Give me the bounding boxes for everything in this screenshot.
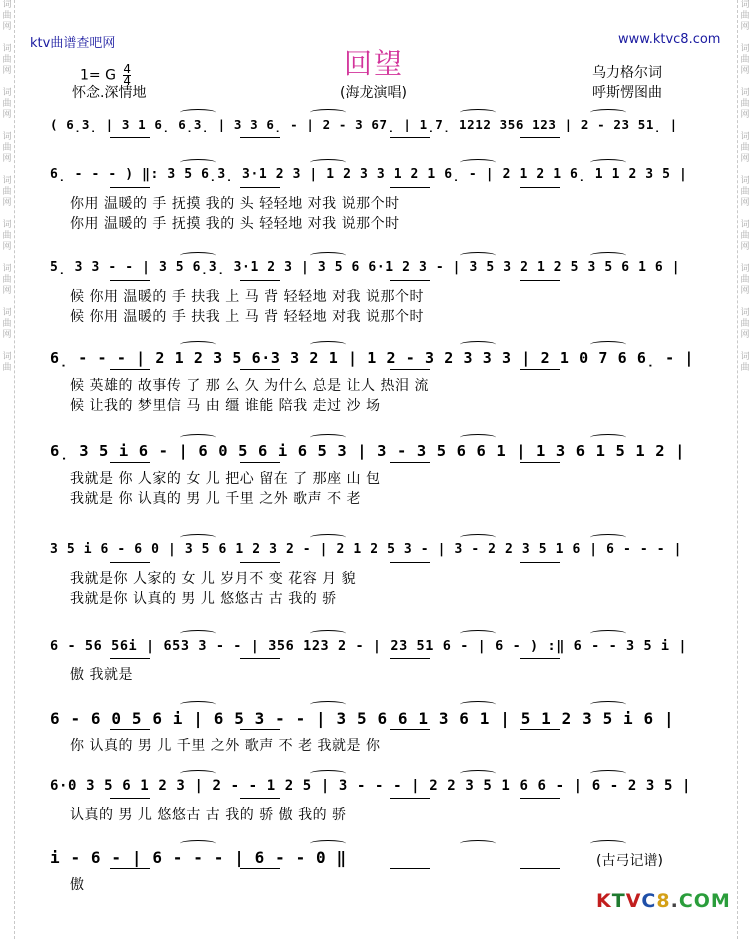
tie-arc xyxy=(180,534,216,541)
beam-line xyxy=(110,187,150,188)
beam-line xyxy=(240,462,280,463)
side-char: 网 xyxy=(740,286,750,296)
beam-line xyxy=(240,798,280,799)
tie-arc xyxy=(590,341,626,348)
beam-line xyxy=(520,369,560,370)
beam-line xyxy=(520,729,560,730)
side-char: 曲 xyxy=(2,55,12,65)
side-char: 网 xyxy=(740,242,750,252)
side-char: 词 xyxy=(2,44,12,54)
beam-line xyxy=(240,729,280,730)
side-char: 词 xyxy=(740,264,750,274)
side-char: 词 xyxy=(2,176,12,186)
tie-arc xyxy=(590,770,626,777)
tie-arc xyxy=(460,840,496,847)
side-char: 词 xyxy=(740,308,750,318)
lyric-verse-1: 认真的 男 儿 悠悠古 古 我的 骄 傲 我的 骄 xyxy=(70,807,347,823)
side-char: 词 xyxy=(740,176,750,186)
side-char: 词 xyxy=(2,264,12,274)
left-margin-watermark xyxy=(0,0,15,939)
beam-line xyxy=(110,658,150,659)
side-char: 网 xyxy=(740,154,750,164)
side-char: 网 xyxy=(2,242,12,252)
side-char: 网 xyxy=(2,330,12,340)
side-char: 网 xyxy=(740,66,750,76)
notation-line: 6̣ - - - | 2 1 2 3 5 6·3 3 2 1 | 1 2 - 3 2 3 3 3 | 2 1 0 7 6 6̣ - | xyxy=(50,349,695,367)
beam-line xyxy=(520,658,560,659)
score-system xyxy=(50,540,702,607)
side-char: 词 xyxy=(740,220,750,230)
side-char: 网 xyxy=(2,286,12,296)
side-char: 词 xyxy=(2,308,12,318)
side-char: 曲 xyxy=(2,99,12,109)
beam-line xyxy=(240,187,280,188)
beam-line xyxy=(390,562,430,563)
lyric-verse-2: 我就是 你 认真的 男 儿 千里 之外 歌声 不 老 xyxy=(70,491,362,507)
notation-line: 5̣ 3 3 - - | 3 5 6̣3̣ 3·1 2 3 | 3 5 6 6·1 2 3 - | 3 5 3 2 1 2 5 3 5 6 1 6 | xyxy=(50,260,681,275)
score-system xyxy=(50,347,702,414)
beam-line xyxy=(390,868,430,869)
notation-line: 6 - 56 56i | 653 3 - - | 356 123 2 - | 23 51 6 - | 6 - ) :‖ 6 - - 3 5 i | xyxy=(50,638,688,654)
side-char: 词 xyxy=(2,132,12,142)
beam-line xyxy=(520,187,560,188)
beam-line xyxy=(520,868,560,869)
notation-line: 6·0 3 5 6 1 2 3 | 2 - - 1 2 5 | 3 - - - | 2 2 3 5 1 6 6 - | 6 - 2 3 5 | xyxy=(50,778,692,794)
score-system xyxy=(50,258,702,325)
side-char: 曲 xyxy=(2,143,12,153)
beam-line xyxy=(520,798,560,799)
side-char: 曲 xyxy=(2,11,12,21)
tie-arc xyxy=(590,534,626,541)
tie-arc xyxy=(310,159,346,166)
side-char: 词 xyxy=(740,132,750,142)
mood-marking: 怀念.深情地 xyxy=(72,85,147,101)
beam-line xyxy=(240,369,280,370)
beam-line xyxy=(110,280,150,281)
lyric-verse-2: 我就是你 认真的 男 儿 悠悠古 古 我的 骄 xyxy=(70,591,337,607)
tie-arc xyxy=(460,770,496,777)
transcriber: (古弓记谱) xyxy=(596,853,663,869)
lyric-verse-1: 傲 xyxy=(70,877,85,893)
tie-arc xyxy=(310,341,346,348)
score-system xyxy=(50,440,702,507)
tie-arc xyxy=(180,770,216,777)
side-char: 曲 xyxy=(740,55,750,65)
side-char: 曲 xyxy=(740,143,750,153)
side-char: 词 xyxy=(740,352,750,362)
notation-line: ( 6̣3̣ | 3 1 6̣ 6̣3̣ | 3 3 6̣ - | 2 - 3 67̣ | 1̣7̣ 1212 356 123 | 2 - 23 51̣ | xyxy=(50,117,678,132)
score-system xyxy=(50,636,702,696)
lyricist: 乌力格尔词 xyxy=(592,65,662,81)
side-char: 词 xyxy=(2,352,12,362)
lyric-verse-1: 傲 我就是 xyxy=(70,667,133,683)
beam-line xyxy=(520,462,560,463)
tie-arc xyxy=(460,701,496,708)
tie-arc xyxy=(460,252,496,259)
beam-line xyxy=(240,562,280,563)
tie-arc xyxy=(310,630,346,637)
score-system xyxy=(50,707,702,767)
beam-line xyxy=(110,137,150,138)
notation-line: 6̣ 3 5 i 6 - | 6 0 5 6 i 6 5 3 | 3 - 3 5 6 6 1 | 1 3 6 1 5 1 2 | xyxy=(50,442,686,460)
side-char: 网 xyxy=(740,110,750,120)
tie-arc xyxy=(310,534,346,541)
beam-line xyxy=(390,798,430,799)
tie-arc xyxy=(590,109,626,116)
lyric-verse-1: 候 你用 温暖的 手 扶我 上 马 背 轻轻地 对我 说那个时 xyxy=(70,289,425,305)
tie-arc xyxy=(460,341,496,348)
tie-arc xyxy=(590,701,626,708)
tie-arc xyxy=(180,341,216,348)
site-url-right: www.ktvc8.com xyxy=(618,32,721,47)
notation-line: 3 5 i 6 - 6 0 | 3 5 6 1 2 3 2 - | 2 1 2 5 3 - | 3 - 2 2 3 5 1 6 | 6 - - - | xyxy=(50,542,682,557)
tie-arc xyxy=(310,840,346,847)
beam-line xyxy=(110,462,150,463)
beam-line xyxy=(110,369,150,370)
beam-line xyxy=(390,658,430,659)
side-char: 曲 xyxy=(2,319,12,329)
tie-arc xyxy=(460,159,496,166)
side-char: 网 xyxy=(2,22,12,32)
tie-arc xyxy=(180,109,216,116)
time-top: 4 xyxy=(123,62,132,76)
lyric-verse-1: 你用 温暖的 手 抚摸 我的 头 轻轻地 对我 说那个时 xyxy=(70,196,400,212)
tie-arc xyxy=(460,434,496,441)
side-char: 曲 xyxy=(740,231,750,241)
side-char: 曲 xyxy=(2,363,12,373)
lyric-verse-1: 你 认真的 男 儿 千里 之外 歌声 不 老 我就是 你 xyxy=(70,738,381,754)
side-char: 网 xyxy=(2,154,12,164)
beam-line xyxy=(520,137,560,138)
lyric-verse-2: 候 你用 温暖的 手 扶我 上 马 背 轻轻地 对我 说那个时 xyxy=(70,309,425,325)
lyric-verse-1: 我就是你 人家的 女 儿 岁月不 变 花容 月 貌 xyxy=(70,571,357,587)
side-char: 曲 xyxy=(740,11,750,21)
side-char: 曲 xyxy=(2,187,12,197)
beam-line xyxy=(110,562,150,563)
side-char: 词 xyxy=(740,88,750,98)
beam-line xyxy=(390,137,430,138)
lyric-verse-1: 候 英雄的 故事传 了 那 么 久 为什么 总是 让人 热泪 流 xyxy=(70,378,429,394)
beam-line xyxy=(240,280,280,281)
beam-line xyxy=(240,868,280,869)
beam-line xyxy=(110,729,150,730)
side-char: 网 xyxy=(740,198,750,208)
side-char: 曲 xyxy=(740,275,750,285)
performer: (海龙演唱) xyxy=(340,85,407,101)
beam-line xyxy=(390,280,430,281)
beam-line xyxy=(390,462,430,463)
notation-line: 6 - 6 0 5 6 i | 6 5 3 - - | 3 5 6 6 1 3 6 1 | 5 1 2 3 5 i 6 | xyxy=(50,709,675,728)
tie-arc xyxy=(590,630,626,637)
beam-line xyxy=(110,798,150,799)
side-char: 词 xyxy=(740,0,750,10)
tie-arc xyxy=(310,109,346,116)
tie-arc xyxy=(590,840,626,847)
lyric-verse-2: 你用 温暖的 手 抚摸 我的 头 轻轻地 对我 说那个时 xyxy=(70,216,400,232)
tie-arc xyxy=(180,840,216,847)
tie-arc xyxy=(180,701,216,708)
side-char: 网 xyxy=(740,22,750,32)
side-char: 曲 xyxy=(740,319,750,329)
score-system xyxy=(50,776,702,836)
tie-arc xyxy=(310,701,346,708)
tie-arc xyxy=(180,630,216,637)
tie-arc xyxy=(590,159,626,166)
lyric-verse-2: 候 让我的 梦里信 马 由 缰 谁能 陪我 走过 沙 场 xyxy=(70,398,381,414)
side-char: 词 xyxy=(2,88,12,98)
side-char: 网 xyxy=(2,66,12,76)
tie-arc xyxy=(310,770,346,777)
song-title: 回望 xyxy=(344,47,405,80)
side-char: 曲 xyxy=(740,363,750,373)
tie-arc xyxy=(460,109,496,116)
tie-arc xyxy=(180,252,216,259)
tie-arc xyxy=(590,434,626,441)
side-char: 词 xyxy=(2,220,12,230)
tie-arc xyxy=(310,434,346,441)
side-char: 网 xyxy=(2,198,12,208)
ktvc8-logo: KTVC8.COM xyxy=(596,890,731,912)
key-label: 1= G xyxy=(80,67,116,84)
tie-arc xyxy=(180,434,216,441)
right-margin-watermark xyxy=(737,0,752,939)
side-char: 曲 xyxy=(2,231,12,241)
notation-line: i - 6 - | 6 - - - | 6 - - 0 ‖ xyxy=(50,848,347,867)
beam-line xyxy=(520,562,560,563)
time-bottom: 4 xyxy=(123,74,132,88)
score-system xyxy=(50,165,702,232)
beam-line xyxy=(390,187,430,188)
side-char: 词 xyxy=(740,44,750,54)
beam-line xyxy=(240,658,280,659)
side-char: 词 xyxy=(2,0,12,10)
composer: 呼斯愣图曲 xyxy=(592,85,662,101)
tie-arc xyxy=(310,252,346,259)
beam-line xyxy=(520,280,560,281)
lyric-verse-1: 我就是 你 人家的 女 儿 把心 留在 了 那座 山 包 xyxy=(70,471,381,487)
notation-line: 6̣ - - - ) ‖: 3 5 6̣3̣ 3·1 2 3 | 1 2 3 3 1 2 1 6̣ - | 2 1 2 1 6̣ 1 1 2 3 5 | xyxy=(50,167,688,182)
tie-arc xyxy=(460,630,496,637)
beam-line xyxy=(240,137,280,138)
side-char: 网 xyxy=(740,330,750,340)
tie-arc xyxy=(590,252,626,259)
side-char: 曲 xyxy=(2,275,12,285)
tie-arc xyxy=(460,534,496,541)
side-char: 网 xyxy=(2,110,12,120)
side-char: 曲 xyxy=(740,187,750,197)
tie-arc xyxy=(180,159,216,166)
beam-line xyxy=(390,369,430,370)
beam-line xyxy=(390,729,430,730)
side-char: 曲 xyxy=(740,99,750,109)
site-name-left: ktv曲谱查吧网 xyxy=(30,36,116,51)
beam-line xyxy=(110,868,150,869)
